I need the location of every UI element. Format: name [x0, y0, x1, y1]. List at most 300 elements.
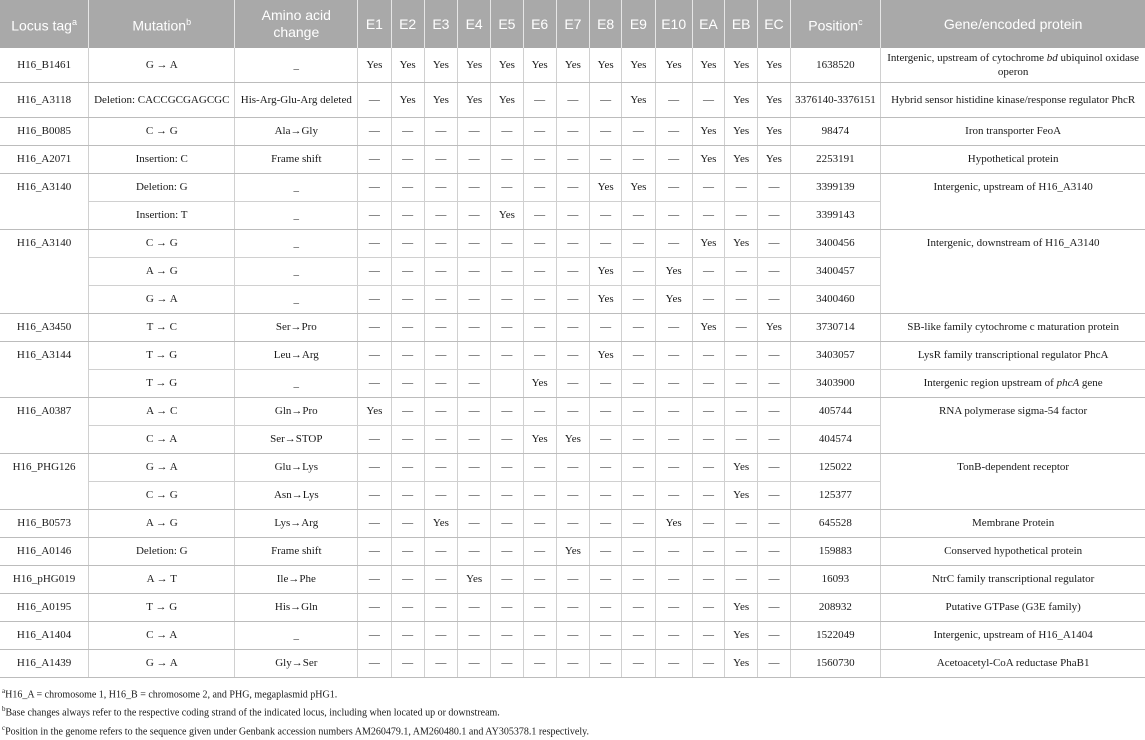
strain-e9-cell: —	[622, 482, 655, 510]
strain-ec-cell: —	[758, 482, 790, 510]
amino-acid-change-cell: Asn→Lys	[235, 482, 358, 510]
strain-ea-cell: —	[692, 342, 724, 370]
strain-e7-cell: —	[556, 202, 589, 230]
position-cell: 159883	[790, 538, 881, 566]
gene-protein-cell	[881, 426, 1145, 454]
strain-e5-cell: —	[491, 118, 523, 146]
strain-ea-cell: —	[692, 622, 724, 650]
strain-e4-cell: —	[458, 342, 491, 370]
strain-e6-cell: —	[523, 118, 556, 146]
strain-e3-cell: Yes	[424, 510, 457, 538]
mutation-cell: A → C	[89, 398, 235, 426]
amino-acid-change-cell: Frame shift	[235, 146, 358, 174]
strain-ec-cell: —	[758, 342, 790, 370]
gene-protein-cell: Intergenic, upstream of H16_A3140	[881, 174, 1145, 202]
strain-e2-cell: —	[391, 314, 424, 342]
gene-protein-cell: Intergenic region upstream of phcA gene	[881, 370, 1145, 398]
position-cell: 3400456	[790, 230, 881, 258]
strain-e10-cell: —	[655, 426, 692, 454]
strain-e10-cell: —	[655, 566, 692, 594]
table-row	[0, 146, 1145, 174]
position-cell: 404574	[790, 426, 881, 454]
strain-e2-cell: —	[391, 566, 424, 594]
mutation-cell: Deletion: CACCGCGAGCGC	[89, 83, 235, 118]
locus-tag-cell: H16_A3144	[16, 349, 72, 362]
strain-e8-cell: —	[590, 482, 622, 510]
strain-e3-cell: —	[424, 202, 457, 230]
strain-e5-cell: —	[491, 398, 523, 426]
mutation-cell: T → G	[89, 370, 235, 398]
strain-e5-cell: —	[491, 510, 523, 538]
gene-protein-cell	[881, 258, 1145, 286]
strain-e6-cell: —	[523, 83, 556, 118]
strain-e4-cell: —	[458, 286, 491, 314]
table-row	[0, 370, 1145, 398]
strain-e6-cell: —	[523, 510, 556, 538]
strain-e8-cell: —	[590, 398, 622, 426]
strain-e2-cell: —	[391, 370, 424, 398]
table-row	[0, 398, 1145, 426]
strain-e10-cell: —	[655, 314, 692, 342]
position-cell: 2253191	[790, 146, 881, 174]
strain-e2-cell: —	[391, 146, 424, 174]
strain-ea-cell: —	[692, 482, 724, 510]
strain-e7-cell: —	[556, 510, 589, 538]
table-header	[0, 0, 1145, 48]
strain-eb-cell: Yes	[725, 482, 758, 510]
mutation-cell: Insertion: C	[89, 146, 235, 174]
strain-e8-cell: Yes	[590, 258, 622, 286]
table-row	[0, 594, 1145, 622]
table-row	[0, 83, 1145, 118]
strain-e6-cell: —	[523, 202, 556, 230]
strain-e7-cell: —	[556, 622, 589, 650]
strain-e7-cell: —	[556, 566, 589, 594]
table-row	[0, 230, 1145, 258]
strain-e9-cell: —	[622, 454, 655, 482]
strain-e1-cell: —	[358, 314, 391, 342]
gene-protein-cell: TonB-dependent receptor	[881, 454, 1145, 482]
strain-eb-cell: —	[725, 314, 758, 342]
amino-acid-change-cell: Gln→Pro	[235, 398, 358, 426]
mutation-cell: G → A	[89, 48, 235, 83]
strain-e1-cell: —	[358, 342, 391, 370]
strain-eb-cell: —	[725, 538, 758, 566]
strain-e8-cell: Yes	[590, 342, 622, 370]
amino-acid-change-cell: Frame shift	[235, 538, 358, 566]
strain-ec-cell: —	[758, 510, 790, 538]
strain-e4-cell: —	[458, 118, 491, 146]
strain-e1-cell: —	[358, 650, 391, 678]
strain-ec-cell: —	[758, 230, 790, 258]
strain-e7-cell: —	[556, 398, 589, 426]
mutation-cell: T → C	[89, 314, 235, 342]
strain-e9-cell: Yes	[622, 174, 655, 202]
amino-acid-change-cell: Lys→Arg	[235, 510, 358, 538]
mutation-cell: T → G	[89, 594, 235, 622]
strain-e8-cell: —	[590, 622, 622, 650]
strain-e4-cell: —	[458, 594, 491, 622]
strain-e2-cell: —	[391, 202, 424, 230]
header-e8: E8	[590, 0, 622, 48]
strain-e1-cell: —	[358, 146, 391, 174]
strain-e2-cell: —	[391, 482, 424, 510]
strain-e2-cell: —	[391, 622, 424, 650]
strain-ea-cell: —	[692, 594, 724, 622]
amino-acid-change-cell: Ser→STOP	[235, 426, 358, 454]
amino-acid-change-cell: _	[235, 622, 358, 650]
strain-ea-cell: —	[692, 286, 724, 314]
strain-ea-cell: Yes	[692, 146, 724, 174]
strain-e3-cell: —	[424, 286, 457, 314]
position-cell: 3400457	[790, 258, 881, 286]
strain-e1-cell: —	[358, 83, 391, 118]
strain-e10-cell: —	[655, 454, 692, 482]
table-row	[0, 454, 1145, 482]
mutation-cell: A → T	[89, 566, 235, 594]
strain-e10-cell: —	[655, 230, 692, 258]
amino-acid-change-cell: Leu→Arg	[235, 342, 358, 370]
header-e6: E6	[523, 0, 556, 48]
strain-ec-cell: Yes	[758, 314, 790, 342]
locus-tag-cell: H16_PHG126	[12, 461, 76, 474]
strain-ea-cell: —	[692, 510, 724, 538]
strain-e6-cell: Yes	[523, 426, 556, 454]
strain-e5-cell: —	[491, 426, 523, 454]
mutation-cell: G → A	[89, 286, 235, 314]
strain-e9-cell: —	[622, 342, 655, 370]
position-cell: 3399143	[790, 202, 881, 230]
strain-e5-cell	[491, 370, 523, 398]
table-row	[0, 482, 1145, 510]
strain-e5-cell: Yes	[491, 48, 523, 83]
strain-e4-cell: —	[458, 230, 491, 258]
position-cell: 3730714	[790, 314, 881, 342]
strain-e7-cell: —	[556, 454, 589, 482]
strain-e1-cell: —	[358, 118, 391, 146]
strain-e8-cell: —	[590, 454, 622, 482]
header-e3: E3	[424, 0, 457, 48]
strain-ea-cell: —	[692, 398, 724, 426]
strain-e2-cell: —	[391, 398, 424, 426]
strain-e1-cell: —	[358, 622, 391, 650]
mutation-cell: C → G	[89, 230, 235, 258]
strain-ec-cell: Yes	[758, 83, 790, 118]
strain-e2-cell: —	[391, 118, 424, 146]
strain-ea-cell: —	[692, 538, 724, 566]
strain-e4-cell: —	[458, 510, 491, 538]
strain-ec-cell: —	[758, 398, 790, 426]
strain-e6-cell: —	[523, 622, 556, 650]
amino-acid-change-cell: Ala→Gly	[235, 118, 358, 146]
strain-e4-cell: Yes	[458, 48, 491, 83]
strain-e8-cell: —	[590, 314, 622, 342]
amino-acid-change-cell: _	[235, 174, 358, 202]
strain-e6-cell: —	[523, 454, 556, 482]
strain-ec-cell: —	[758, 650, 790, 678]
amino-acid-change-cell: His-Arg-Glu-Arg deleted	[235, 83, 358, 118]
header-ec: EC	[758, 0, 790, 48]
strain-e2-cell: —	[391, 650, 424, 678]
strain-e5-cell: —	[491, 454, 523, 482]
table-row	[0, 174, 1145, 202]
table-row	[0, 258, 1145, 286]
header-ea: EA	[692, 0, 724, 48]
amino-acid-change-cell: Gly→Ser	[235, 650, 358, 678]
strain-e10-cell: —	[655, 650, 692, 678]
strain-ea-cell: Yes	[692, 230, 724, 258]
strain-ec-cell: —	[758, 286, 790, 314]
table-row	[0, 650, 1145, 678]
amino-acid-change-cell: _	[235, 202, 358, 230]
strain-e4-cell: —	[458, 202, 491, 230]
strain-e6-cell: —	[523, 258, 556, 286]
table-row	[0, 426, 1145, 454]
strain-eb-cell: —	[725, 510, 758, 538]
strain-e2-cell: Yes	[391, 83, 424, 118]
strain-ec-cell: —	[758, 566, 790, 594]
strain-e9-cell: —	[622, 202, 655, 230]
strain-e6-cell: —	[523, 230, 556, 258]
amino-acid-change-cell: _	[235, 230, 358, 258]
strain-e5-cell: —	[491, 622, 523, 650]
strain-e5-cell: Yes	[491, 83, 523, 118]
strain-eb-cell: Yes	[725, 622, 758, 650]
table-row	[0, 538, 1145, 566]
strain-e10-cell: —	[655, 538, 692, 566]
strain-e4-cell: —	[458, 454, 491, 482]
gene-protein-cell: Iron transporter FeoA	[881, 118, 1145, 146]
mutation-cell: A → G	[89, 510, 235, 538]
strain-e2-cell: —	[391, 510, 424, 538]
header-e9: E9	[622, 0, 655, 48]
strain-e10-cell: Yes	[655, 286, 692, 314]
strain-ea-cell: —	[692, 454, 724, 482]
mutation-cell: C → A	[89, 426, 235, 454]
strain-e8-cell: —	[590, 426, 622, 454]
strain-e1-cell: —	[358, 594, 391, 622]
strain-e3-cell: —	[424, 118, 457, 146]
strain-e10-cell: —	[655, 398, 692, 426]
strain-e1-cell: —	[358, 426, 391, 454]
strain-e7-cell: —	[556, 83, 589, 118]
position-cell: 3400460	[790, 286, 881, 314]
strain-e9-cell: —	[622, 230, 655, 258]
strain-e9-cell: —	[622, 258, 655, 286]
strain-e2-cell: —	[391, 230, 424, 258]
strain-e2-cell: Yes	[391, 48, 424, 83]
table-row	[0, 118, 1145, 146]
strain-e3-cell: —	[424, 482, 457, 510]
strain-e7-cell: —	[556, 370, 589, 398]
strain-e3-cell: —	[424, 426, 457, 454]
strain-e2-cell: —	[391, 174, 424, 202]
position-cell: 1638520	[790, 48, 881, 83]
strain-e2-cell: —	[391, 342, 424, 370]
strain-e4-cell: —	[458, 650, 491, 678]
mutation-cell: C → G	[89, 482, 235, 510]
strain-e7-cell: —	[556, 174, 589, 202]
strain-eb-cell: Yes	[725, 230, 758, 258]
locus-tag-cell	[0, 370, 89, 398]
strain-e6-cell: —	[523, 146, 556, 174]
table-row	[0, 342, 1145, 370]
strain-e9-cell: Yes	[622, 48, 655, 83]
strain-eb-cell: —	[725, 286, 758, 314]
strain-eb-cell: —	[725, 398, 758, 426]
strain-e3-cell: —	[424, 258, 457, 286]
header-e7: E7	[556, 0, 589, 48]
strain-ec-cell: —	[758, 370, 790, 398]
mutation-cell: T → G	[89, 342, 235, 370]
strain-ec-cell: Yes	[758, 146, 790, 174]
strain-e9-cell: —	[622, 118, 655, 146]
strain-ec-cell: —	[758, 426, 790, 454]
strain-eb-cell: Yes	[725, 83, 758, 118]
position-cell: 125022	[790, 454, 881, 482]
strain-e2-cell: —	[391, 258, 424, 286]
strain-e6-cell: Yes	[523, 370, 556, 398]
strain-e3-cell: —	[424, 146, 457, 174]
strain-e9-cell: —	[622, 538, 655, 566]
strain-ea-cell: —	[692, 258, 724, 286]
locus-tag-cell: H16_A1404	[0, 622, 89, 650]
position-cell: 125377	[790, 482, 881, 510]
locus-tag-cell: H16_A0146	[0, 538, 89, 566]
strain-eb-cell: —	[725, 202, 758, 230]
strain-e7-cell: —	[556, 258, 589, 286]
strain-e3-cell: Yes	[424, 48, 457, 83]
position-cell: 98474	[790, 118, 881, 146]
strain-e3-cell: —	[424, 566, 457, 594]
header-e5: E5	[491, 0, 523, 48]
gene-protein-cell: Hypothetical protein	[881, 146, 1145, 174]
strain-e7-cell: —	[556, 230, 589, 258]
strain-ea-cell: —	[692, 83, 724, 118]
strain-e3-cell: —	[424, 314, 457, 342]
strain-e8-cell: —	[590, 510, 622, 538]
strain-e1-cell: —	[358, 202, 391, 230]
position-cell: 3403057	[790, 342, 881, 370]
mutation-cell: Deletion: G	[89, 174, 235, 202]
strain-e10-cell: —	[655, 370, 692, 398]
strain-eb-cell: —	[725, 426, 758, 454]
gene-protein-cell: Intergenic, downstream of H16_A3140	[881, 230, 1145, 258]
position-cell: 16093	[790, 566, 881, 594]
footnote-a: $^a$H16_A = chromosome 1, H16_B = chromosome 2, and PHG, megaplasmid pHG1.	[2, 687, 338, 701]
strain-e9-cell: —	[622, 622, 655, 650]
amino-acid-change-cell: _	[235, 286, 358, 314]
strain-e4-cell: —	[458, 174, 491, 202]
strain-e2-cell: —	[391, 538, 424, 566]
strain-ea-cell: —	[692, 202, 724, 230]
strain-e10-cell: —	[655, 118, 692, 146]
strain-ec-cell: —	[758, 622, 790, 650]
strain-e9-cell: —	[622, 314, 655, 342]
strain-e9-cell: —	[622, 566, 655, 594]
strain-e7-cell: —	[556, 594, 589, 622]
mutation-cell: C → A	[89, 622, 235, 650]
strain-e9-cell: —	[622, 650, 655, 678]
amino-acid-change-cell: _	[235, 370, 358, 398]
locus-tag-cell: H16_A3140	[16, 181, 72, 194]
strain-e4-cell: —	[458, 258, 491, 286]
strain-e5-cell: —	[491, 174, 523, 202]
gene-protein-cell: Hybrid sensor histidine kinase/response regulator PhcR	[881, 83, 1145, 118]
gene-protein-cell: LysR family transcriptional regulator PhcA	[881, 342, 1145, 370]
strain-e3-cell: Yes	[424, 83, 457, 118]
gene-protein-cell: Conserved hypothetical protein	[881, 538, 1145, 566]
gene-protein-cell: Membrane Protein	[881, 510, 1145, 538]
strain-e6-cell: —	[523, 314, 556, 342]
strain-e3-cell: —	[424, 230, 457, 258]
mutation-cell: Deletion: G	[89, 538, 235, 566]
strain-e9-cell: —	[622, 398, 655, 426]
strain-e7-cell: —	[556, 342, 589, 370]
strain-ea-cell: —	[692, 370, 724, 398]
strain-e4-cell: —	[458, 622, 491, 650]
strain-eb-cell: —	[725, 370, 758, 398]
strain-e6-cell: —	[523, 594, 556, 622]
header-gene-encoded-protein: Gene/encoded protein	[881, 0, 1145, 48]
strain-eb-cell: —	[725, 566, 758, 594]
header-amino-acid-change: Amino acid change	[235, 0, 358, 48]
strain-e9-cell: —	[622, 286, 655, 314]
strain-ec-cell: —	[758, 258, 790, 286]
gene-protein-cell: Intergenic, upstream of H16_A1404	[881, 622, 1145, 650]
locus-tag-cell	[0, 426, 89, 454]
strain-ec-cell: Yes	[758, 48, 790, 83]
strain-e7-cell: —	[556, 146, 589, 174]
strain-e2-cell: —	[391, 454, 424, 482]
strain-e7-cell: —	[556, 650, 589, 678]
strain-ec-cell: Yes	[758, 118, 790, 146]
locus-tag-cell: H16_A0195	[0, 594, 89, 622]
strain-e8-cell: Yes	[590, 174, 622, 202]
table-row	[0, 202, 1145, 230]
locus-tag-cell: H16_B1461	[0, 48, 89, 83]
gene-protein-cell: NtrC family transcriptional regulator	[881, 566, 1145, 594]
strain-e3-cell: —	[424, 174, 457, 202]
strain-e6-cell: —	[523, 482, 556, 510]
strain-e8-cell: —	[590, 566, 622, 594]
strain-e5-cell: —	[491, 286, 523, 314]
position-cell: 3376140-3376151	[790, 83, 881, 118]
locus-tag-cell	[0, 202, 89, 230]
position-cell: 3403900	[790, 370, 881, 398]
strain-eb-cell: Yes	[725, 594, 758, 622]
strain-e10-cell: —	[655, 482, 692, 510]
header-position: Position$^c$	[790, 0, 881, 48]
header-eb: EB	[725, 0, 758, 48]
strain-e2-cell: —	[391, 426, 424, 454]
strain-e7-cell: Yes	[556, 48, 589, 83]
strain-e7-cell: —	[556, 482, 589, 510]
strain-ea-cell: Yes	[692, 118, 724, 146]
strain-e1-cell: Yes	[358, 48, 391, 83]
mutation-cell: A → G	[89, 258, 235, 286]
locus-tag-cell: H16_B0573	[0, 510, 89, 538]
strain-e9-cell: Yes	[622, 83, 655, 118]
strain-e10-cell: —	[655, 146, 692, 174]
strain-ec-cell: —	[758, 454, 790, 482]
strain-e7-cell: —	[556, 314, 589, 342]
mutation-cell: C → G	[89, 118, 235, 146]
header-e1: E1	[358, 0, 391, 48]
strain-e5-cell: —	[491, 258, 523, 286]
locus-tag-cell: H16_A3118	[0, 83, 89, 118]
gene-protein-cell: RNA polymerase sigma-54 factor	[881, 398, 1145, 426]
